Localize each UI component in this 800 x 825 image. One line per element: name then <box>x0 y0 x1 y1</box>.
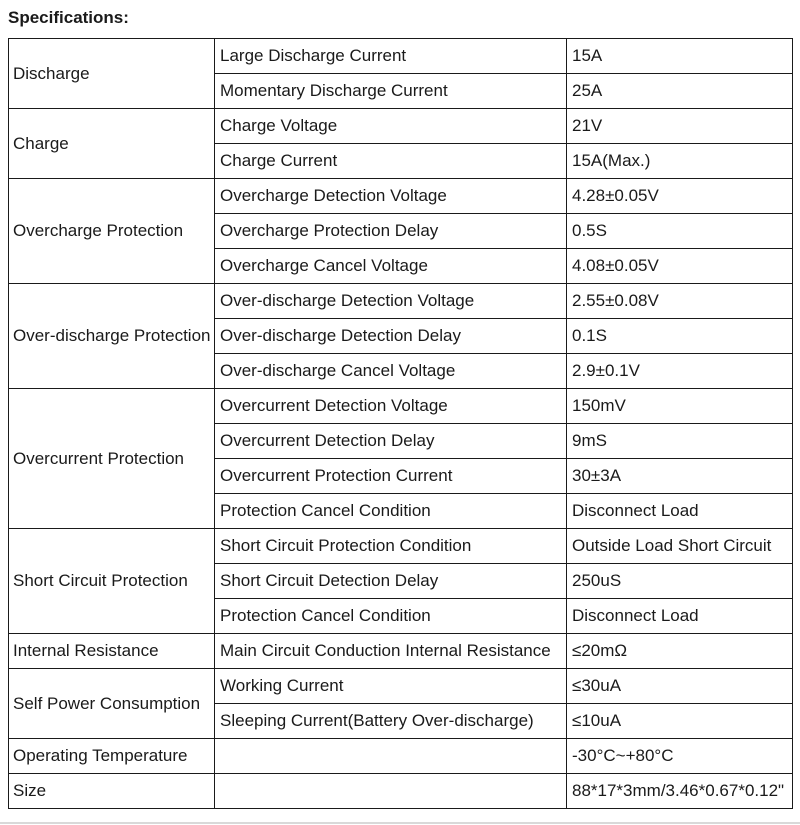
value-cell: 25A <box>567 74 793 109</box>
table-row <box>9 39 793 74</box>
value-cell: ≤30uA <box>567 669 793 704</box>
value-cell: 2.9±0.1V <box>567 354 793 389</box>
value-cell: Outside Load Short Circuit <box>567 529 793 564</box>
value-cell: ≤10uA <box>567 704 793 739</box>
page-title: Specifications: <box>8 8 129 27</box>
value-cell: ≤20mΩ <box>567 634 793 669</box>
value-cell: Disconnect Load <box>567 494 793 529</box>
value-cell: 4.08±0.05V <box>567 249 793 284</box>
value-cell: -30°C~+80°C <box>567 739 793 774</box>
param-cell: Protection Cancel Condition <box>215 494 567 529</box>
table-row <box>9 739 793 774</box>
table-row <box>9 634 793 669</box>
value-cell: 21V <box>567 109 793 144</box>
value-cell: 15A(Max.) <box>567 144 793 179</box>
table-row <box>9 774 793 809</box>
param-cell: Large Discharge Current <box>215 39 567 74</box>
param-cell: Overcharge Protection Delay <box>215 214 567 249</box>
image-bottom-edge <box>0 822 800 824</box>
table-row <box>9 389 793 424</box>
param-cell: Overcharge Detection Voltage <box>215 179 567 214</box>
param-cell <box>215 774 567 809</box>
value-cell: 9mS <box>567 424 793 459</box>
param-cell: Protection Cancel Condition <box>215 599 567 634</box>
param-cell: Overcurrent Protection Current <box>215 459 567 494</box>
value-cell: 4.28±0.05V <box>567 179 793 214</box>
param-cell: Overcurrent Detection Voltage <box>215 389 567 424</box>
value-cell: 150mV <box>567 389 793 424</box>
param-cell: Over-discharge Detection Delay <box>215 319 567 354</box>
value-cell: 30±3A <box>567 459 793 494</box>
category-cell-overcurrent-protection: Overcurrent Protection <box>9 389 215 529</box>
value-cell: 2.55±0.08V <box>567 284 793 319</box>
value-cell: Disconnect Load <box>567 599 793 634</box>
param-cell: Overcurrent Detection Delay <box>215 424 567 459</box>
category-cell-self-power-consumption: Self Power Consumption <box>9 669 215 739</box>
category-cell-charge: Charge <box>9 109 215 179</box>
table-row <box>9 284 793 319</box>
value-cell: 88*17*3mm/3.46*0.67*0.12" <box>567 774 793 809</box>
param-cell: Momentary Discharge Current <box>215 74 567 109</box>
category-cell-discharge: Discharge <box>9 39 215 109</box>
param-cell <box>215 739 567 774</box>
table-row <box>9 669 793 704</box>
param-cell: Main Circuit Conduction Internal Resistance <box>215 634 567 669</box>
category-cell-short-circuit-protection: Short Circuit Protection <box>9 529 215 634</box>
value-cell: 0.1S <box>567 319 793 354</box>
table-row <box>9 109 793 144</box>
param-cell: Overcharge Cancel Voltage <box>215 249 567 284</box>
value-cell: 15A <box>567 39 793 74</box>
category-cell-operating-temperature: Operating Temperature <box>9 739 215 774</box>
param-cell: Over-discharge Cancel Voltage <box>215 354 567 389</box>
table-row <box>9 179 793 214</box>
value-cell: 0.5S <box>567 214 793 249</box>
param-cell: Charge Current <box>215 144 567 179</box>
category-cell-internal-resistance: Internal Resistance <box>9 634 215 669</box>
category-cell-overcharge-protection: Overcharge Protection <box>9 179 215 284</box>
param-cell: Over-discharge Detection Voltage <box>215 284 567 319</box>
param-cell: Short Circuit Detection Delay <box>215 564 567 599</box>
param-cell: Short Circuit Protection Condition <box>215 529 567 564</box>
specifications-table <box>8 38 793 809</box>
category-cell-size: Size <box>9 774 215 809</box>
category-cell-over-discharge-protection: Over-discharge Protection <box>9 284 215 389</box>
param-cell: Charge Voltage <box>215 109 567 144</box>
value-cell: 250uS <box>567 564 793 599</box>
table-row <box>9 529 793 564</box>
param-cell: Sleeping Current(Battery Over-discharge) <box>215 704 567 739</box>
param-cell: Working Current <box>215 669 567 704</box>
